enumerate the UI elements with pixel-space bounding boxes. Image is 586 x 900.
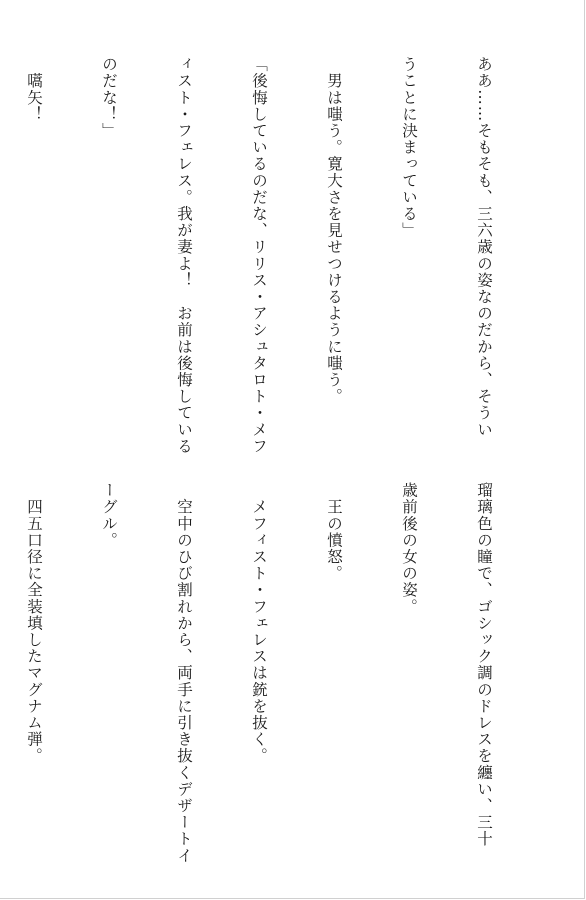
top-text-block	[0, 56, 546, 458]
text-line: 歳前後の女の姿。	[400, 482, 418, 615]
text-line: 瑠璃色の瞳で、ゴシック調のドレスを纏い、三十	[475, 482, 493, 848]
text-line: 王の憤怒。	[325, 482, 343, 582]
text-line: うことに決まっている」	[400, 56, 418, 239]
text-line: のだな！」	[100, 56, 118, 139]
text-line: 空中のひび割れから、両手に引き抜くデザートイ	[175, 482, 193, 864]
bottom-text-block	[0, 482, 546, 882]
text-line: メフィスト・フェレスは銃を抜く。	[250, 482, 268, 765]
text-line: 「後悔しているのだな、リリス・アシュタロト・メフ	[250, 56, 268, 455]
text-line: 嚆矢！	[25, 56, 43, 123]
text-line: 男は嗤う。寛大さを見せつけるように嗤う。	[325, 56, 343, 405]
text-line: 四五口径に全装填したマグナム弾。	[25, 482, 43, 765]
text-line: ああ……そもそも、三六歳の姿なのだから、そうい	[475, 56, 493, 438]
text-line: ーグル。	[100, 482, 118, 549]
text-line: ィスト・フェレス。我が妻よ！ お前は後悔している	[175, 56, 193, 455]
